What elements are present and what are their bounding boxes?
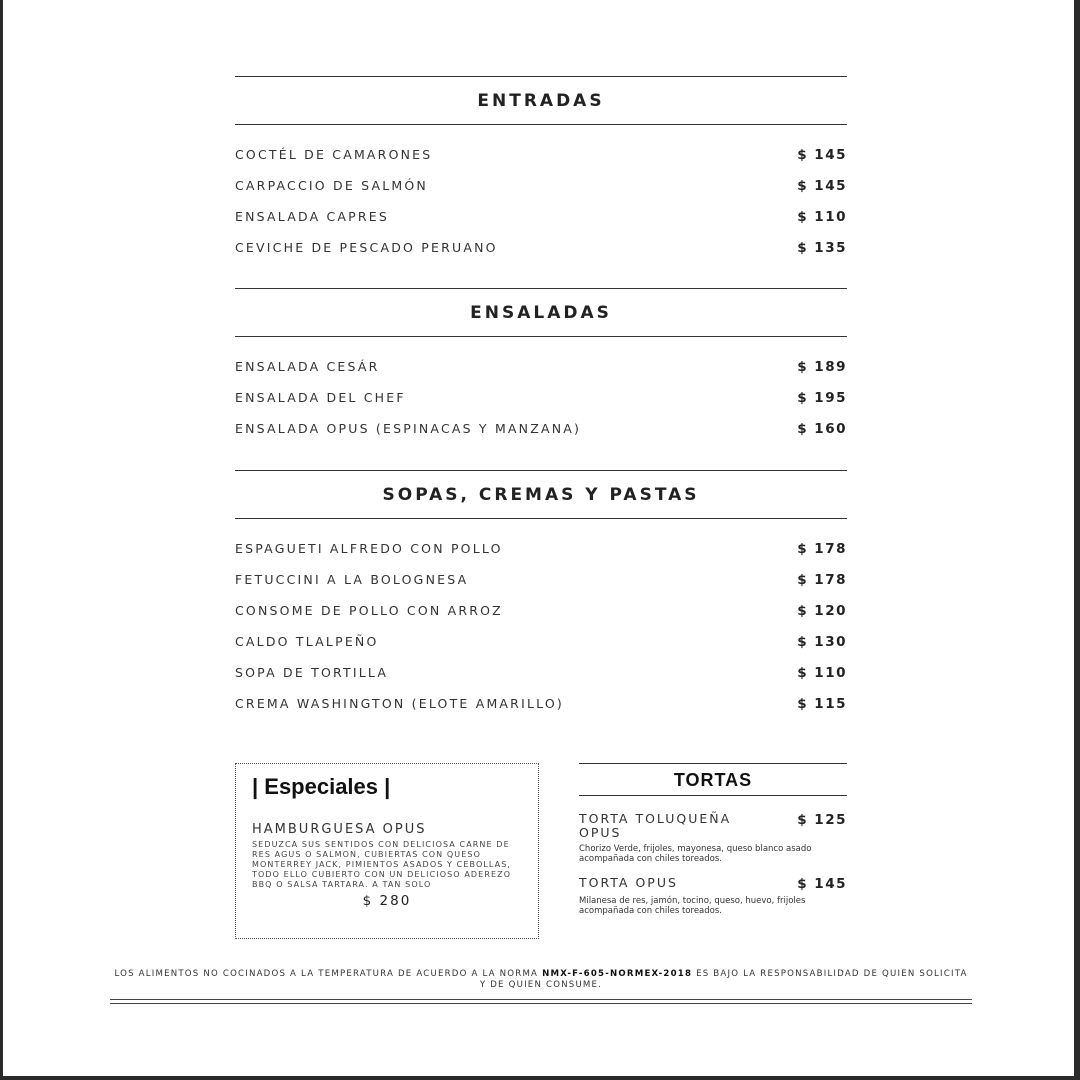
item-name: CREMA WASHINGTON (ELOTE AMARILLO) (235, 696, 564, 711)
menu-item (235, 232, 847, 263)
item-price: $ 115 (797, 695, 847, 712)
item-price: $ 110 (797, 208, 847, 225)
item-name: ENSALADA DEL CHEF (235, 390, 406, 405)
especiales-title: | Especiales | (252, 774, 391, 799)
item-name: FETUCCINI A LA BOLOGNESA (235, 572, 469, 587)
especiales-box (235, 763, 539, 939)
especial-description: SEDUZCA SUS SENTIDOS CON DELICIOSA CARNE DE RES AGUS O SALMON, CUBIERTAS CON QUESO MONTERREY JACK, PIMIENTOS ASADOS Y CEBOLLAS, TODO ELLO CUBIERTO CON UN DELICIOSO ADEREZO BBQ O SALSA TARTARA. A TAN SOLO (252, 840, 512, 889)
footer-text: LOS ALIMENTOS NO COCINADOS A LA TEMPERATURA DE ACUERDO A LA NORMA (114, 969, 543, 979)
menu-item (235, 170, 847, 201)
tortas-title: TORTAS (673, 770, 753, 790)
item-price: $ 178 (797, 571, 847, 588)
item-name: COCTÉL DE CAMARONES (235, 147, 433, 162)
section-title: SOPAS, CREMAS Y PASTAS (382, 485, 700, 505)
torta-name: TORTA TOLUQUEÑA OPUS (579, 811, 732, 840)
menu-item (235, 564, 847, 595)
item-name: CARPACCIO DE SALMÓN (235, 178, 428, 193)
footer-disclaimer (110, 969, 972, 991)
torta-name: TORTA OPUS (579, 875, 678, 890)
item-price: $ 195 (797, 389, 847, 406)
footer-text: ES BAJO LA RESPONSABILIDAD DE QUIEN SOLICITA Y DE QUIEN CONSUME. (479, 969, 968, 990)
item-name: CALDO TLALPEÑO (235, 634, 379, 649)
menu-item (235, 413, 847, 444)
section-title: ENSALADAS (470, 303, 612, 323)
especial-price: $ 280 (362, 893, 412, 909)
item-name: CONSOME DE POLLO CON ARROZ (235, 603, 503, 618)
menu-item (235, 351, 847, 382)
tortas-section (579, 763, 847, 916)
divider (110, 999, 972, 1000)
torta-description: Chorizo Verde, frijoles, mayonesa, queso blanco asado acompañada con chiles toreados. (579, 844, 812, 864)
especial-item-name: HAMBURGUESA OPUS (252, 822, 427, 837)
menu-item (235, 595, 847, 626)
norm-reference: NMX-F-605-NORMEX-2018 (542, 969, 693, 979)
item-price: $ 189 (797, 358, 847, 375)
section-entradas (235, 76, 847, 263)
torta-item (579, 812, 847, 840)
torta-item (579, 876, 847, 892)
item-price: $ 135 (797, 239, 847, 256)
menu-item (235, 533, 847, 564)
item-price: $ 130 (797, 633, 847, 650)
item-name: ENSALADA CESÁR (235, 359, 380, 374)
item-price: $ 145 (797, 177, 847, 194)
item-name: ENSALADA CAPRES (235, 209, 390, 224)
section-title: ENTRADAS (477, 91, 605, 111)
torta-price: $ 145 (797, 876, 847, 892)
divider (110, 1003, 972, 1004)
item-name: ESPAGUETI ALFREDO CON POLLO (235, 541, 503, 556)
menu-item (235, 139, 847, 170)
footer-double-rule (110, 999, 972, 1007)
item-name: SOPA DE TORTILLA (235, 665, 389, 680)
torta-price: $ 125 (797, 812, 847, 828)
menu-item (235, 382, 847, 413)
page-edge-right (1074, 0, 1080, 1080)
item-price: $ 145 (797, 146, 847, 163)
divider (579, 795, 847, 796)
item-price: $ 110 (797, 664, 847, 681)
item-price: $ 120 (797, 602, 847, 619)
section-sopas (235, 470, 847, 719)
menu-item (235, 201, 847, 232)
torta-description: Milanesa de res, jamón, tocino, queso, huevo, frijoles acompañada con chiles toreados. (579, 896, 806, 916)
section-ensaladas (235, 288, 847, 444)
item-name: CEVICHE DE PESCADO PERUANO (235, 240, 498, 255)
item-price: $ 178 (797, 540, 847, 557)
menu-item (235, 657, 847, 688)
item-price: $ 160 (797, 420, 847, 437)
page-edge-bottom (0, 1076, 1080, 1080)
menu-item (235, 626, 847, 657)
menu-item (235, 688, 847, 719)
item-name: ENSALADA OPUS (ESPINACAS Y MANZANA) (235, 421, 582, 436)
page-edge-left (0, 0, 3, 1080)
